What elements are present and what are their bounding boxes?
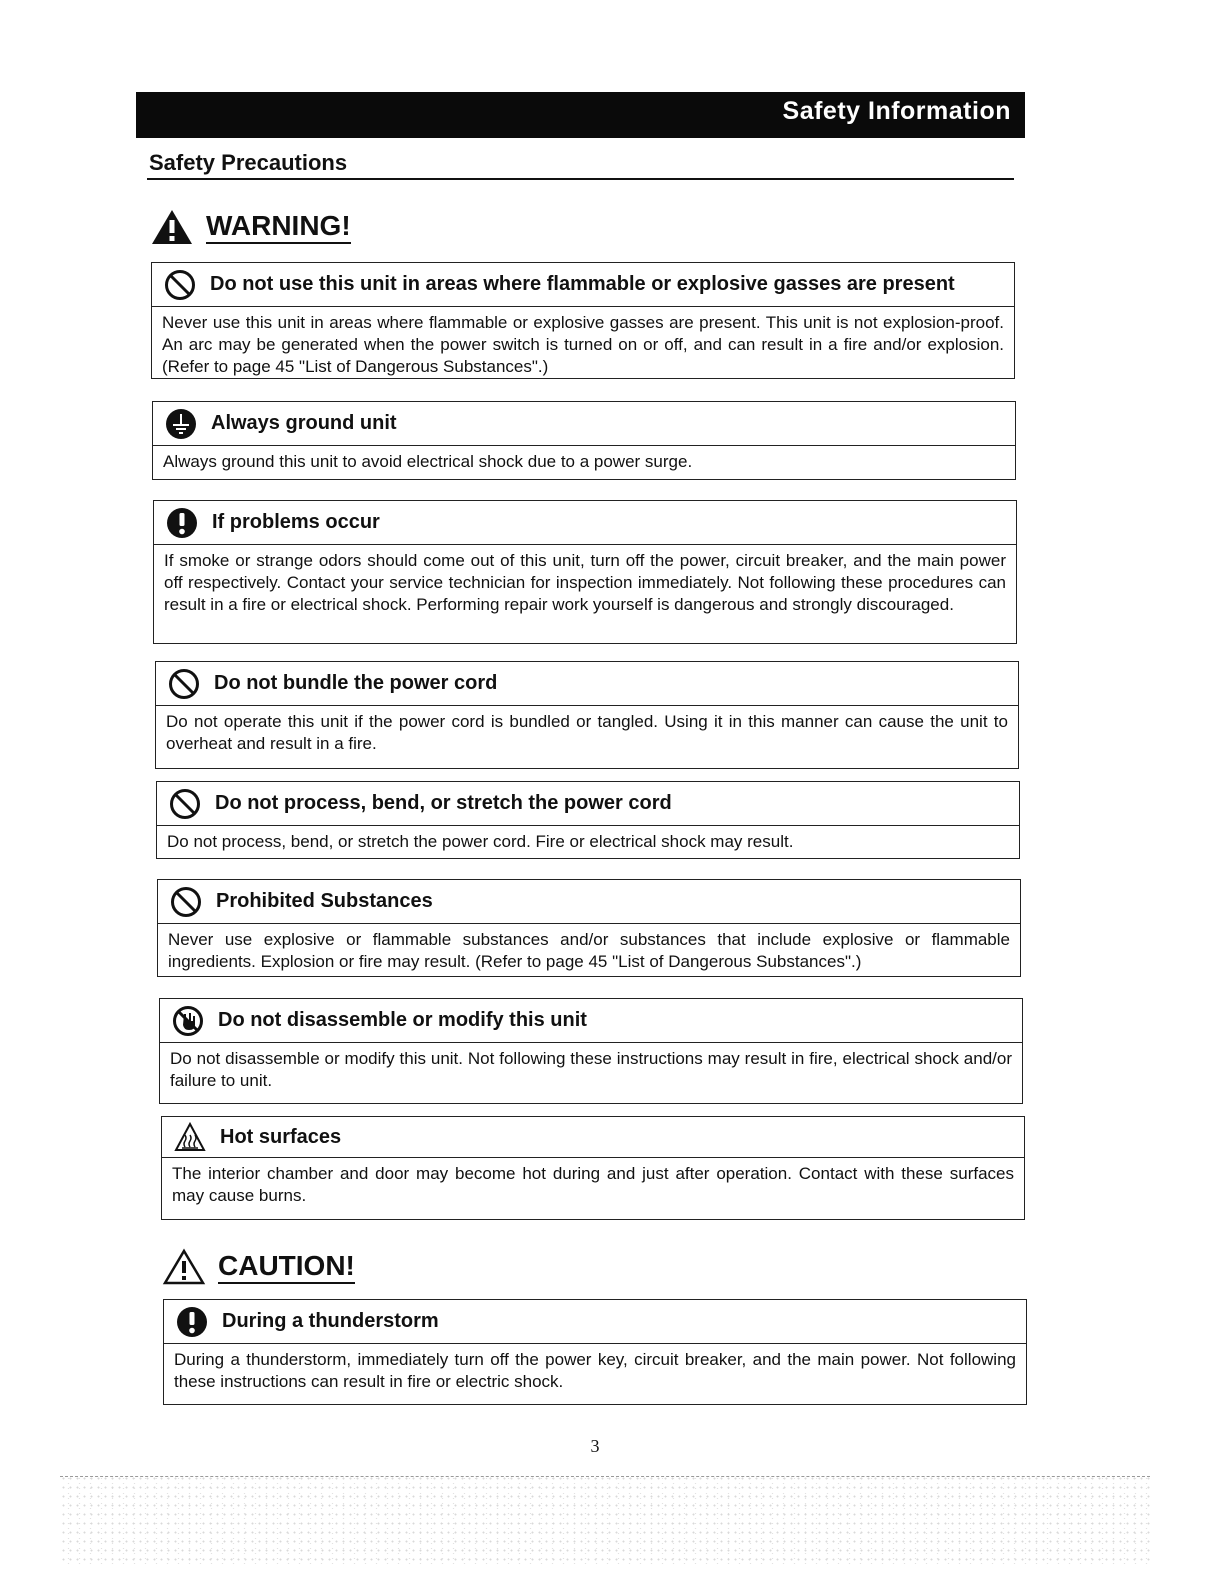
safety-item-header [157, 782, 1019, 826]
mandatory-icon [176, 1306, 208, 1338]
safety-item-header [162, 1117, 1024, 1158]
prohibition-icon [169, 788, 201, 820]
safety-item-header [160, 999, 1022, 1043]
prohibition-icon [164, 269, 196, 301]
no-disassembly-icon [172, 1005, 204, 1037]
safety-item-header [152, 263, 1014, 307]
prohibition-icon [170, 886, 202, 918]
page-number: 3 [590, 1436, 600, 1456]
safety-item-header [158, 880, 1020, 924]
ground-icon [165, 408, 197, 440]
safety-item [159, 998, 1023, 1104]
section-title: Safety Precautions [149, 150, 348, 175]
scan-artifact-noise [60, 1474, 1150, 1564]
safety-item-body: Never use explosive or flammable substances and/or substances that include explosive or flammable ingredients. Explosion or fire may result. (Refer to page 45 "List of Dangerous Substances".) [168, 930, 1010, 971]
safety-item-title: Do not bundle the power cord [214, 672, 498, 694]
safety-item [153, 500, 1017, 644]
header-bar [136, 92, 1025, 138]
safety-item-body: Do not process, bend, or stretch the power cord. Fire or electrical shock may result. [167, 832, 794, 851]
safety-item-body: Never use this unit in areas where flammable or explosive gasses are present. This unit is not explosion-proof. An arc may be generated when the power switch is turned on or off, and can result in a fire and/or explosion. (Refer to page 45 "List of Dangerous Substances".) [162, 313, 1004, 376]
caution-label: CAUTION! [218, 1251, 355, 1284]
caution-heading [162, 1248, 355, 1286]
safety-item-title: Always ground unit [211, 412, 397, 434]
safety-item-header [153, 402, 1015, 446]
prohibition-icon [168, 668, 200, 700]
safety-item-title: During a thunderstorm [222, 1310, 439, 1332]
safety-item [161, 1116, 1025, 1220]
safety-item-body: The interior chamber and door may become hot during and just after operation. Contact with these surfaces may cause burns. [172, 1164, 1014, 1205]
warning-label: WARNING! [206, 211, 351, 244]
hot-surface-icon [174, 1121, 206, 1153]
safety-item-title: Prohibited Substances [216, 890, 433, 912]
safety-item-title: Do not process, bend, or stretch the power cord [215, 792, 672, 814]
section-divider [147, 178, 1014, 180]
warning-heading [150, 208, 351, 246]
safety-item [155, 661, 1019, 769]
safety-item-body: Do not operate this unit if the power cord is bundled or tangled. Using it in this manner can cause the unit to overheat and result in a fire. [166, 712, 1008, 753]
safety-item-title: Do not disassemble or modify this unit [218, 1009, 587, 1031]
mandatory-icon [166, 507, 198, 539]
safety-item [163, 1299, 1027, 1405]
header-title: Safety Information [782, 97, 1011, 125]
safety-item-body: Do not disassemble or modify this unit. Not following these instructions may result in fire, electrical shock and/or failure to unit. [170, 1049, 1012, 1090]
safety-item-body: If smoke or strange odors should come out of this unit, turn off the power, circuit breaker, and the main power off respectively. Contact your service technician for inspection immediately. Not following these procedures can result in a fire or electrical shock. Performing repair work yourself is dangerous and strongly discouraged. [164, 551, 1006, 614]
caution-triangle-icon [162, 1248, 206, 1286]
safety-item-title: Do not use this unit in areas where flammable or explosive gasses are present [210, 273, 955, 295]
safety-item-body: During a thunderstorm, immediately turn off the power key, circuit breaker, and the main power. Not following these instructions can result in fire or electric shock. [174, 1350, 1016, 1391]
safety-item-header [154, 501, 1016, 545]
safety-item-header [164, 1300, 1026, 1344]
safety-item-title: Hot surfaces [220, 1125, 342, 1148]
safety-item-body: Always ground this unit to avoid electrical shock due to a power surge. [163, 452, 693, 471]
safety-item [152, 401, 1016, 480]
safety-item [157, 879, 1021, 977]
safety-item-header [156, 662, 1018, 706]
safety-item-title: If problems occur [212, 511, 380, 533]
safety-item [151, 262, 1015, 379]
safety-item [156, 781, 1020, 859]
warning-triangle-icon [150, 208, 194, 246]
